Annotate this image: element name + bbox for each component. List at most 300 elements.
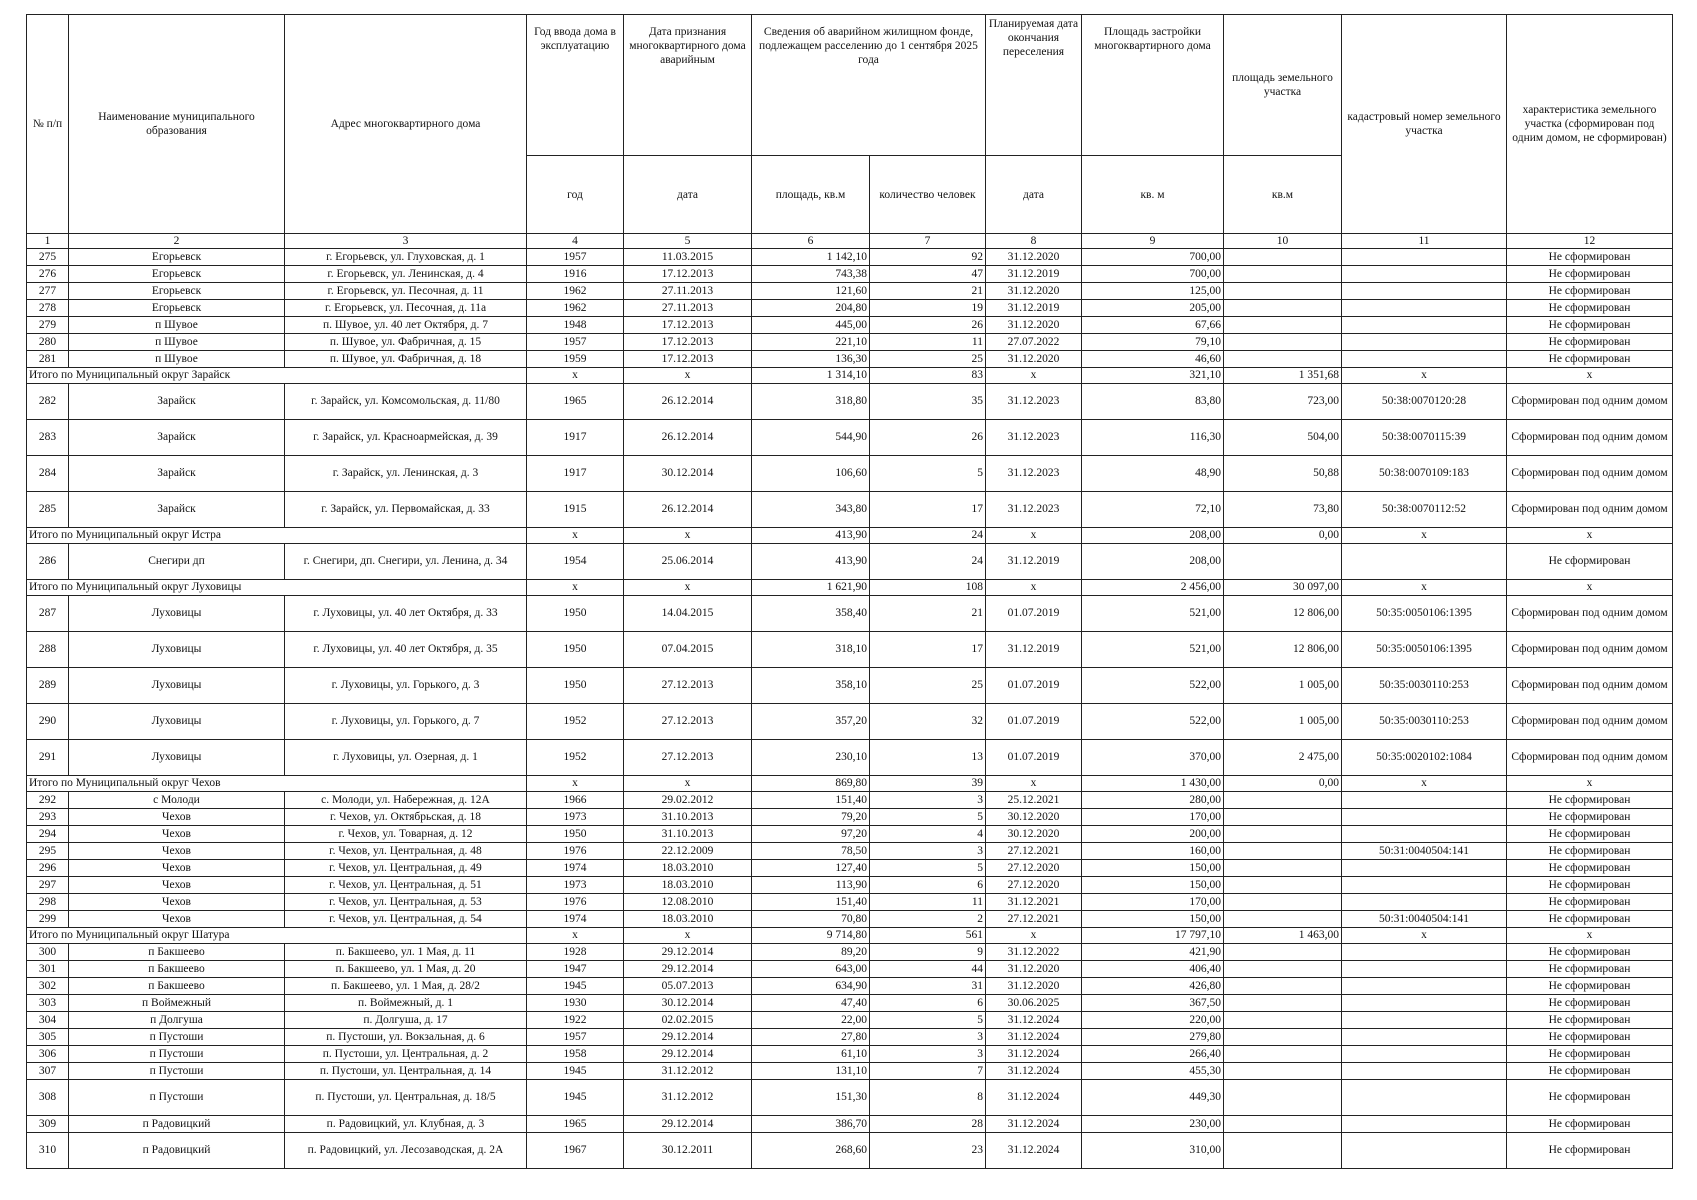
- cell-land-area: [1224, 1046, 1342, 1063]
- cell-year: 1916: [527, 266, 624, 283]
- cell-date: 14.04.2015: [624, 596, 752, 632]
- cell-land-area: [1224, 266, 1342, 283]
- cell-area: 634,90: [752, 978, 870, 995]
- cell-land-area: [1224, 843, 1342, 860]
- cell-cadastral: 50:35:0030110:253: [1342, 704, 1507, 740]
- cell-date: 26.12.2014: [624, 420, 752, 456]
- cell-address: г. Егорьевск, ул. Ленинская, д. 4: [285, 266, 527, 283]
- cell-num: 286: [27, 544, 69, 580]
- cell-num: 292: [27, 792, 69, 809]
- cell-cadastral: 50:35:0050106:1395: [1342, 632, 1507, 668]
- header-land-area: площадь земельного участка: [1224, 15, 1342, 156]
- subtotal-row: [27, 928, 1673, 944]
- cell-people: 2: [870, 911, 986, 928]
- cell-num: 300: [27, 944, 69, 961]
- cell-year: 1915: [527, 492, 624, 528]
- cell-municipality: п Шувое: [69, 317, 285, 334]
- cell-cadastral: х: [1342, 776, 1507, 792]
- cell-year: 1974: [527, 911, 624, 928]
- table-row: [27, 544, 1673, 580]
- cell-people: 26: [870, 317, 986, 334]
- cell-date: х: [624, 928, 752, 944]
- cell-area: 413,90: [752, 544, 870, 580]
- cell-year: 1962: [527, 300, 624, 317]
- table-row: [27, 317, 1673, 334]
- cell-date: 17.12.2013: [624, 266, 752, 283]
- table-row: [27, 420, 1673, 456]
- cell-address: г. Чехов, ул. Центральная, д. 51: [285, 877, 527, 894]
- cell-plan-date: 31.12.2019: [986, 266, 1082, 283]
- table-row: [27, 334, 1673, 351]
- cell-land-characteristic: Не сформирован: [1507, 1080, 1673, 1116]
- cell-built-area: 1 430,00: [1082, 776, 1224, 792]
- table-row: [27, 826, 1673, 843]
- cell-year: 1954: [527, 544, 624, 580]
- table-row: [27, 978, 1673, 995]
- cell-municipality: Луховицы: [69, 596, 285, 632]
- cell-cadastral: 50:31:0040504:141: [1342, 843, 1507, 860]
- cell-date: 17.12.2013: [624, 334, 752, 351]
- cell-land-area: [1224, 809, 1342, 826]
- cell-address: п. Пустоши, ул. Вокзальная, д. 6: [285, 1029, 527, 1046]
- cell-address: г. Зарайск, ул. Комсомольская, д. 11/80: [285, 384, 527, 420]
- column-number: 6: [752, 234, 870, 249]
- cell-num: 302: [27, 978, 69, 995]
- table-row: [27, 704, 1673, 740]
- cell-num: 309: [27, 1116, 69, 1133]
- subheader-built-sqm: кв. м: [1082, 156, 1224, 234]
- cell-date: 25.06.2014: [624, 544, 752, 580]
- cell-municipality: п Долгуша: [69, 1012, 285, 1029]
- cell-cadastral: [1342, 944, 1507, 961]
- cell-land-characteristic: Не сформирован: [1507, 809, 1673, 826]
- cell-built-area: 521,00: [1082, 632, 1224, 668]
- cell-year: 1945: [527, 1080, 624, 1116]
- cell-num: 301: [27, 961, 69, 978]
- cell-people: 17: [870, 632, 986, 668]
- cell-municipality: Егорьевск: [69, 249, 285, 266]
- header-num: № п/п: [27, 15, 69, 234]
- cell-year: 1952: [527, 704, 624, 740]
- cell-year: 1950: [527, 668, 624, 704]
- cell-people: 3: [870, 843, 986, 860]
- cell-area: 151,40: [752, 792, 870, 809]
- cell-municipality: п Бакшеево: [69, 961, 285, 978]
- table-row: [27, 1012, 1673, 1029]
- cell-plan-date: 31.12.2022: [986, 944, 1082, 961]
- cell-address: п. Воймежный, д. 1: [285, 995, 527, 1012]
- cell-cadastral: 50:38:0070115:39: [1342, 420, 1507, 456]
- cell-people: 561: [870, 928, 986, 944]
- cell-area: 1 142,10: [752, 249, 870, 266]
- cell-land-area: [1224, 1116, 1342, 1133]
- header-date-recognized: Дата признания многоквартирного дома аварийным: [624, 15, 752, 156]
- cell-people: 9: [870, 944, 986, 961]
- cell-num: 294: [27, 826, 69, 843]
- cell-people: 24: [870, 528, 986, 544]
- subtotal-row: [27, 580, 1673, 596]
- cell-area: 343,80: [752, 492, 870, 528]
- cell-cadastral: [1342, 995, 1507, 1012]
- cell-land-area: 0,00: [1224, 776, 1342, 792]
- cell-land-characteristic: Не сформирован: [1507, 1012, 1673, 1029]
- table-row: [27, 492, 1673, 528]
- cell-area: 204,80: [752, 300, 870, 317]
- cell-num: 283: [27, 420, 69, 456]
- cell-address: г. Луховицы, ул. Горького, д. 7: [285, 704, 527, 740]
- table-row: [27, 1116, 1673, 1133]
- cell-plan-date: 31.12.2023: [986, 384, 1082, 420]
- cell-plan-date: 27.07.2022: [986, 334, 1082, 351]
- cell-municipality: п Бакшеево: [69, 978, 285, 995]
- cell-date: х: [624, 580, 752, 596]
- cell-built-area: 46,60: [1082, 351, 1224, 368]
- cell-num: 304: [27, 1012, 69, 1029]
- cell-year: 1947: [527, 961, 624, 978]
- cell-num: 280: [27, 334, 69, 351]
- cell-area: 97,20: [752, 826, 870, 843]
- cell-land-characteristic: Не сформирован: [1507, 266, 1673, 283]
- cell-land-area: 12 806,00: [1224, 596, 1342, 632]
- cell-people: 35: [870, 384, 986, 420]
- cell-year: 1957: [527, 334, 624, 351]
- cell-date: 30.12.2014: [624, 456, 752, 492]
- cell-plan-date: 31.12.2024: [986, 1133, 1082, 1169]
- cell-address: п. Бакшеево, ул. 1 Мая, д. 28/2: [285, 978, 527, 995]
- cell-cadastral: 50:35:0050106:1395: [1342, 596, 1507, 632]
- column-number: 11: [1342, 234, 1507, 249]
- cell-num: 282: [27, 384, 69, 420]
- cell-area: 89,20: [752, 944, 870, 961]
- table-row: [27, 877, 1673, 894]
- cell-land-characteristic: Не сформирован: [1507, 1046, 1673, 1063]
- cell-year: 1965: [527, 384, 624, 420]
- cell-land-area: [1224, 792, 1342, 809]
- cell-cadastral: 50:38:0070120:28: [1342, 384, 1507, 420]
- cell-municipality: п Радовицкий: [69, 1116, 285, 1133]
- cell-num: 285: [27, 492, 69, 528]
- cell-built-area: 160,00: [1082, 843, 1224, 860]
- cell-built-area: 700,00: [1082, 249, 1224, 266]
- cell-area: 358,40: [752, 596, 870, 632]
- cell-plan-date: 31.12.2023: [986, 492, 1082, 528]
- cell-area: 47,40: [752, 995, 870, 1012]
- cell-area: 386,70: [752, 1116, 870, 1133]
- cell-date: 18.03.2010: [624, 877, 752, 894]
- cell-area: 1 314,10: [752, 368, 870, 384]
- header-built-area: Площадь застройки многоквартирного дома: [1082, 15, 1224, 156]
- cell-plan-date: 31.12.2021: [986, 894, 1082, 911]
- cell-year: 1974: [527, 860, 624, 877]
- subheader-area: площадь, кв.м: [752, 156, 870, 234]
- table-row: [27, 995, 1673, 1012]
- column-number: 3: [285, 234, 527, 249]
- column-number: 12: [1507, 234, 1673, 249]
- column-number: 7: [870, 234, 986, 249]
- cell-plan-date: 31.12.2024: [986, 1029, 1082, 1046]
- column-number: 4: [527, 234, 624, 249]
- table-row: [27, 456, 1673, 492]
- cell-address: г. Егорьевск, ул. Песочная, д. 11а: [285, 300, 527, 317]
- cell-area: 79,20: [752, 809, 870, 826]
- cell-municipality: п Шувое: [69, 334, 285, 351]
- table-row: [27, 1080, 1673, 1116]
- subtotal-label: Итого по Муниципальный округ Шатура: [27, 928, 527, 944]
- cell-municipality: Чехов: [69, 826, 285, 843]
- cell-area: 151,40: [752, 894, 870, 911]
- cell-land-area: [1224, 911, 1342, 928]
- cell-land-characteristic: х: [1507, 368, 1673, 384]
- cell-num: 308: [27, 1080, 69, 1116]
- cell-address: г. Луховицы, ул. Озерная, д. 1: [285, 740, 527, 776]
- cell-num: 290: [27, 704, 69, 740]
- cell-land-area: [1224, 1080, 1342, 1116]
- cell-people: 25: [870, 668, 986, 704]
- cell-land-characteristic: Не сформирован: [1507, 1063, 1673, 1080]
- cell-built-area: 700,00: [1082, 266, 1224, 283]
- cell-land-area: [1224, 1063, 1342, 1080]
- cell-built-area: 125,00: [1082, 283, 1224, 300]
- cell-land-characteristic: х: [1507, 580, 1673, 596]
- cell-num: 281: [27, 351, 69, 368]
- cell-year: х: [527, 776, 624, 792]
- cell-year: 1948: [527, 317, 624, 334]
- cell-date: 29.12.2014: [624, 1029, 752, 1046]
- cell-people: 11: [870, 334, 986, 351]
- cell-date: 30.12.2014: [624, 995, 752, 1012]
- cell-land-characteristic: Сформирован под одним домом: [1507, 456, 1673, 492]
- cell-built-area: 208,00: [1082, 528, 1224, 544]
- cell-cadastral: х: [1342, 368, 1507, 384]
- cell-plan-date: 31.12.2020: [986, 961, 1082, 978]
- table-row: [27, 1046, 1673, 1063]
- cell-people: 44: [870, 961, 986, 978]
- table-row: [27, 1029, 1673, 1046]
- cell-built-area: 17 797,10: [1082, 928, 1224, 944]
- cell-address: п. Шувое, ул. Фабричная, д. 15: [285, 334, 527, 351]
- cell-address: г. Чехов, ул. Центральная, д. 53: [285, 894, 527, 911]
- cell-land-area: [1224, 961, 1342, 978]
- cell-built-area: 421,90: [1082, 944, 1224, 961]
- document-page: [26, 14, 1673, 1169]
- cell-municipality: Зарайск: [69, 420, 285, 456]
- cell-plan-date: 30.12.2020: [986, 826, 1082, 843]
- cell-municipality: п Пустоши: [69, 1046, 285, 1063]
- cell-area: 78,50: [752, 843, 870, 860]
- cell-people: 83: [870, 368, 986, 384]
- cell-area: 230,10: [752, 740, 870, 776]
- cell-land-characteristic: Не сформирован: [1507, 843, 1673, 860]
- cell-address: г. Зарайск, ул. Первомайская, д. 33: [285, 492, 527, 528]
- cell-people: 24: [870, 544, 986, 580]
- cell-people: 3: [870, 792, 986, 809]
- cell-people: 26: [870, 420, 986, 456]
- cell-address: п. Радовицкий, ул. Лесозаводская, д. 2А: [285, 1133, 527, 1169]
- cell-cadastral: [1342, 300, 1507, 317]
- cell-area: 318,10: [752, 632, 870, 668]
- cell-year: 1957: [527, 1029, 624, 1046]
- cell-cadastral: [1342, 249, 1507, 266]
- cell-year: 1950: [527, 826, 624, 843]
- cell-land-area: 50,88: [1224, 456, 1342, 492]
- cell-land-area: [1224, 978, 1342, 995]
- table-row: [27, 596, 1673, 632]
- cell-land-area: [1224, 860, 1342, 877]
- cell-num: 307: [27, 1063, 69, 1080]
- cell-land-area: [1224, 334, 1342, 351]
- cell-date: 02.02.2015: [624, 1012, 752, 1029]
- cell-num: 279: [27, 317, 69, 334]
- cell-plan-date: 01.07.2019: [986, 704, 1082, 740]
- cell-land-characteristic: Не сформирован: [1507, 544, 1673, 580]
- cell-land-area: [1224, 995, 1342, 1012]
- cell-area: 544,90: [752, 420, 870, 456]
- cell-area: 9 714,80: [752, 928, 870, 944]
- cell-address: г. Луховицы, ул. 40 лет Октября, д. 33: [285, 596, 527, 632]
- cell-land-characteristic: Не сформирован: [1507, 944, 1673, 961]
- table-row: [27, 300, 1673, 317]
- table-row: [27, 668, 1673, 704]
- cell-people: 5: [870, 809, 986, 826]
- cell-built-area: 170,00: [1082, 809, 1224, 826]
- cell-cadastral: [1342, 351, 1507, 368]
- cell-municipality: п Бакшеево: [69, 944, 285, 961]
- cell-municipality: Зарайск: [69, 456, 285, 492]
- cell-date: 18.03.2010: [624, 911, 752, 928]
- cell-date: 31.12.2012: [624, 1063, 752, 1080]
- cell-land-area: 12 806,00: [1224, 632, 1342, 668]
- cell-built-area: 266,40: [1082, 1046, 1224, 1063]
- cell-land-area: [1224, 249, 1342, 266]
- cell-area: 136,30: [752, 351, 870, 368]
- cell-land-area: [1224, 283, 1342, 300]
- cell-people: 11: [870, 894, 986, 911]
- cell-area: 121,60: [752, 283, 870, 300]
- subheader-date: дата: [624, 156, 752, 234]
- cell-land-characteristic: Не сформирован: [1507, 978, 1673, 995]
- cell-cadastral: [1342, 961, 1507, 978]
- cell-num: 277: [27, 283, 69, 300]
- cell-date: 27.11.2013: [624, 283, 752, 300]
- subtotal-label: Итого по Муниципальный округ Зарайск: [27, 368, 527, 384]
- cell-land-characteristic: Не сформирован: [1507, 995, 1673, 1012]
- table-row: [27, 843, 1673, 860]
- cell-year: 1928: [527, 944, 624, 961]
- cell-cadastral: 50:35:0020102:1084: [1342, 740, 1507, 776]
- column-number: 1: [27, 234, 69, 249]
- cell-municipality: Зарайск: [69, 384, 285, 420]
- cell-area: 358,10: [752, 668, 870, 704]
- cell-land-characteristic: Не сформирован: [1507, 1116, 1673, 1133]
- header-municipality: Наименование муниципального образования: [69, 15, 285, 234]
- table-row: [27, 894, 1673, 911]
- cell-municipality: п Шувое: [69, 351, 285, 368]
- cell-year: х: [527, 928, 624, 944]
- cell-built-area: 220,00: [1082, 1012, 1224, 1029]
- cell-plan-date: х: [986, 928, 1082, 944]
- cell-municipality: с Молоди: [69, 792, 285, 809]
- cell-date: 07.04.2015: [624, 632, 752, 668]
- cell-municipality: Луховицы: [69, 740, 285, 776]
- cell-land-characteristic: Не сформирован: [1507, 1029, 1673, 1046]
- cell-address: г. Зарайск, ул. Ленинская, д. 3: [285, 456, 527, 492]
- cell-municipality: п Воймежный: [69, 995, 285, 1012]
- cell-people: 17: [870, 492, 986, 528]
- cell-plan-date: 31.12.2020: [986, 351, 1082, 368]
- cell-area: 151,30: [752, 1080, 870, 1116]
- cell-area: 357,20: [752, 704, 870, 740]
- header-emergency-fund: Сведения об аварийном жилищном фонде, подлежащем расселению до 1 сентября 2025 года: [752, 15, 986, 156]
- cell-num: 291: [27, 740, 69, 776]
- subtotal-row: [27, 776, 1673, 792]
- cell-address: г. Чехов, ул. Центральная, д. 54: [285, 911, 527, 928]
- cell-area: 106,60: [752, 456, 870, 492]
- cell-municipality: Луховицы: [69, 668, 285, 704]
- cell-date: 26.12.2014: [624, 492, 752, 528]
- cell-built-area: 150,00: [1082, 877, 1224, 894]
- cell-cadastral: [1342, 978, 1507, 995]
- cell-plan-date: х: [986, 580, 1082, 596]
- cell-people: 4: [870, 826, 986, 843]
- cell-area: 22,00: [752, 1012, 870, 1029]
- cell-area: 869,80: [752, 776, 870, 792]
- column-number-row: [27, 234, 1673, 249]
- cell-municipality: Чехов: [69, 894, 285, 911]
- cell-built-area: 367,50: [1082, 995, 1224, 1012]
- header-planned-date: Планируемая дата окончания переселения: [986, 15, 1082, 156]
- cell-municipality: Егорьевск: [69, 266, 285, 283]
- column-number: 10: [1224, 234, 1342, 249]
- cell-built-area: 426,80: [1082, 978, 1224, 995]
- table-row: [27, 740, 1673, 776]
- cell-address: п. Радовицкий, ул. Клубная, д. 3: [285, 1116, 527, 1133]
- cell-people: 3: [870, 1029, 986, 1046]
- cell-area: 1 621,90: [752, 580, 870, 596]
- cell-plan-date: 31.12.2024: [986, 1046, 1082, 1063]
- cell-people: 6: [870, 877, 986, 894]
- cell-municipality: п Пустоши: [69, 1063, 285, 1080]
- table-row: [27, 809, 1673, 826]
- cell-address: с. Молоди, ул. Набережная, д. 12А: [285, 792, 527, 809]
- cell-date: 26.12.2014: [624, 384, 752, 420]
- cell-land-characteristic: Не сформирован: [1507, 334, 1673, 351]
- cell-year: 1952: [527, 740, 624, 776]
- cell-plan-date: 31.12.2020: [986, 317, 1082, 334]
- cell-address: п. Пустоши, ул. Центральная, д. 2: [285, 1046, 527, 1063]
- cell-land-area: [1224, 894, 1342, 911]
- cell-land-characteristic: Не сформирован: [1507, 283, 1673, 300]
- cell-land-characteristic: Не сформирован: [1507, 860, 1673, 877]
- cell-built-area: 321,10: [1082, 368, 1224, 384]
- cell-land-area: 1 351,68: [1224, 368, 1342, 384]
- cell-municipality: Снегири дп: [69, 544, 285, 580]
- cell-cadastral: [1342, 266, 1507, 283]
- cell-year: 1930: [527, 995, 624, 1012]
- table-row: [27, 249, 1673, 266]
- table-row: [27, 283, 1673, 300]
- cell-people: 31: [870, 978, 986, 995]
- table-row: [27, 961, 1673, 978]
- subtotal-label: Итого по Муниципальный округ Луховицы: [27, 580, 527, 596]
- cell-built-area: 310,00: [1082, 1133, 1224, 1169]
- cell-date: 17.12.2013: [624, 317, 752, 334]
- cell-year: 1962: [527, 283, 624, 300]
- cell-people: 92: [870, 249, 986, 266]
- cell-num: 297: [27, 877, 69, 894]
- table-row: [27, 860, 1673, 877]
- cell-municipality: Чехов: [69, 911, 285, 928]
- cell-built-area: 208,00: [1082, 544, 1224, 580]
